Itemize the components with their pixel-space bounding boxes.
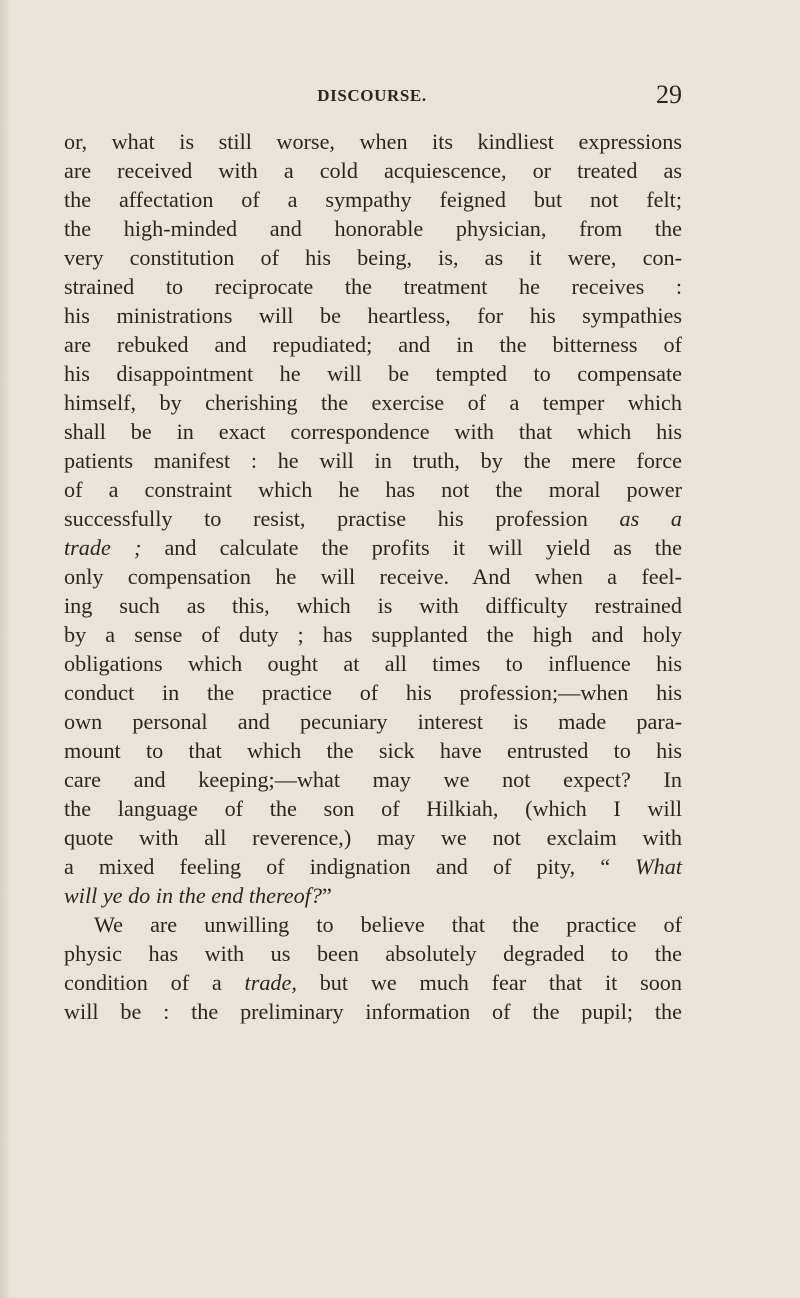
text-line: only compensation he will receive. And when a feel-: [64, 564, 682, 589]
text-line: a mixed feeling of indignation and of pity, “ What: [64, 854, 682, 879]
text-line: conduct in the practice of his profession;—when his: [64, 680, 682, 705]
text-line: successfully to resist, practise his profession as a: [64, 506, 683, 531]
text-line: quote with all reverence,) may we not exclaim with: [64, 825, 682, 850]
text-line: own personal and pecuniary interest is made para-: [64, 709, 682, 734]
text-line: patients manifest : he will in truth, by the mere force: [64, 448, 682, 473]
text-line: will ye do in the end thereof?”: [64, 883, 332, 908]
text-line: condition of a trade, but we much fear that it soon: [64, 970, 682, 995]
text-line: or, what is still worse, when its kindliest expressions: [64, 129, 682, 154]
text-line: of a constraint which he has not the moral power: [64, 477, 682, 502]
text-line: very constitution of his being, is, as it were, con-: [64, 245, 682, 270]
running-head: [62, 80, 682, 116]
text-line: shall be in exact correspondence with that which his: [64, 419, 682, 444]
text-line: the language of the son of Hilkiah, (which I will: [64, 796, 682, 821]
text-line: are received with a cold acquiescence, or treated as: [64, 158, 682, 183]
text-line: are rebuked and repudiated; and in the bitterness of: [64, 332, 682, 357]
text-line: ing such as this, which is with difficulty restrained: [64, 593, 682, 618]
text-line: mount to that which the sick have entrusted to his: [64, 738, 682, 763]
page-number: 29: [656, 80, 682, 109]
page-edge-shadow: [0, 0, 12, 1298]
text-line: by a sense of duty ; has supplanted the high and holy: [64, 622, 682, 647]
text-line: himself, by cherishing the exercise of a temper which: [64, 390, 682, 415]
text-line: physic has with us been absolutely degraded to the: [64, 941, 682, 966]
italic-phrase: trade ;: [64, 535, 142, 560]
text-line: his ministrations will be heartless, for his sympathies: [64, 303, 682, 328]
italic-quotation: will ye do in the end thereof?: [64, 883, 322, 908]
italic-phrase: What: [635, 854, 682, 879]
text-line: strained to reciprocate the treatment he receives :: [64, 274, 682, 299]
text-line: the high-minded and honorable physician, from the: [64, 216, 682, 241]
text-line: We are unwilling to believe that the practice of: [94, 912, 682, 937]
text-line: trade ; and calculate the profits it will yield as the: [64, 535, 682, 560]
text-line: the affectation of a sympathy feigned but not felt;: [64, 187, 682, 212]
italic-phrase: trade,: [244, 970, 297, 995]
running-head-title: DISCOURSE.: [317, 86, 427, 105]
text-line: will be : the preliminary information of the pupil; the: [64, 999, 682, 1024]
text-line: obligations which ought at all times to influence his: [64, 651, 682, 676]
italic-phrase: as a: [619, 506, 683, 531]
text-line: his disappointment he will be tempted to compensate: [64, 361, 682, 386]
text-line: care and keeping;—what may we not expect? In: [64, 767, 682, 792]
body-text: [64, 127, 682, 1026]
